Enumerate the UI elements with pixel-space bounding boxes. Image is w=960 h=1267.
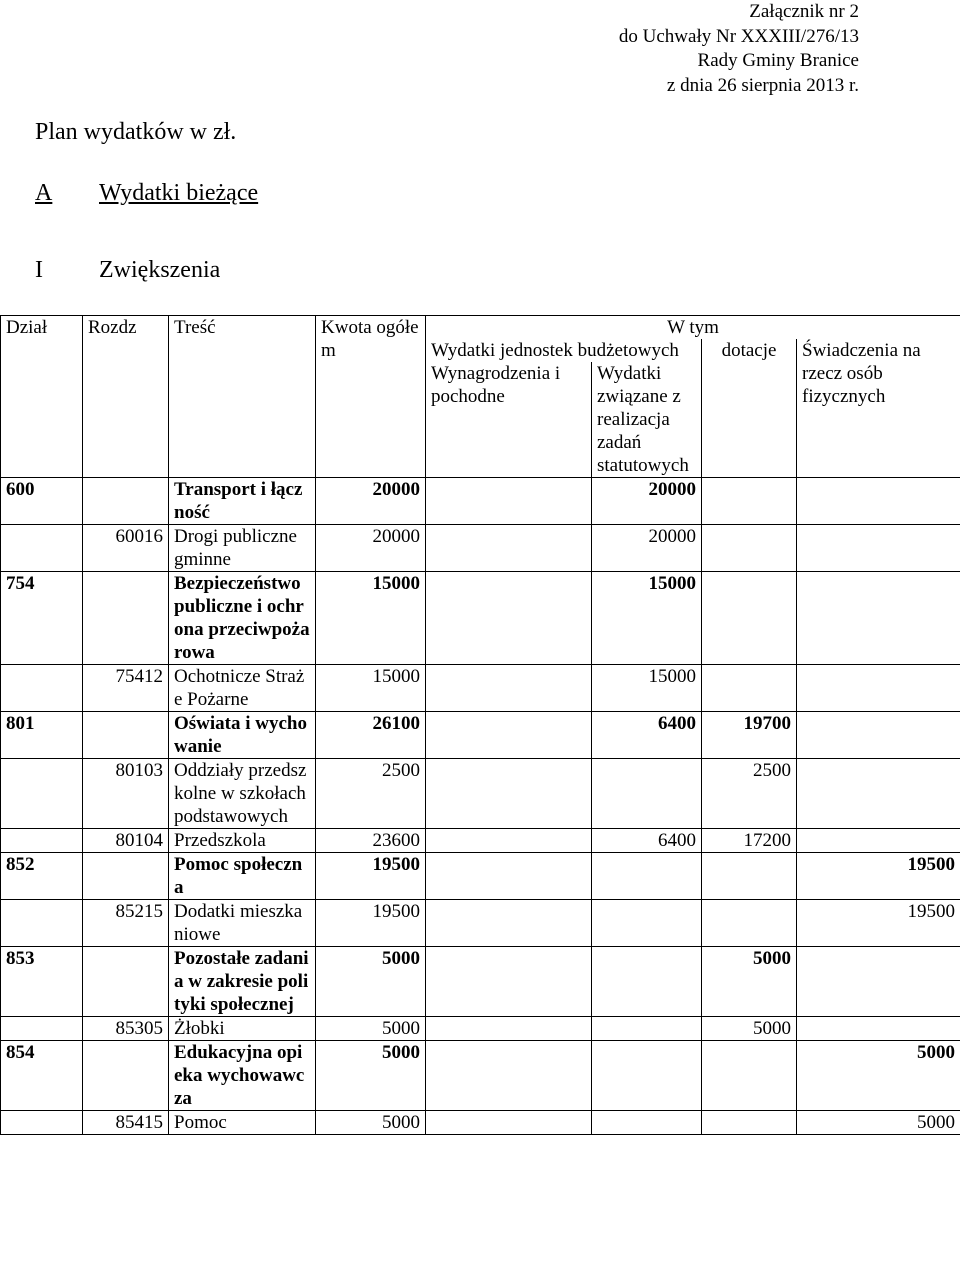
row-statutowe [592,946,702,1016]
row-dzial [1,664,83,711]
row-tresc: Żłobki [169,1016,316,1040]
row-dotacje [702,852,797,899]
row-statutowe: 20000 [592,477,702,524]
row-dzial [1,899,83,946]
row-tresc: Transport i łączność [169,477,316,524]
row-statutowe: 6400 [592,828,702,852]
appendix-line-2: do Uchwały Nr XXXIII/276/13 [618,25,859,47]
row-kwota: 20000 [316,524,426,571]
table-row [1,1016,960,1040]
row-rozdz: 80103 [83,758,169,828]
plan-title: Plan wydatków w zł. [35,119,237,145]
row-dotacje [702,899,797,946]
row-statutowe: 15000 [592,571,702,664]
row-statutowe: 6400 [592,711,702,758]
row-kwota: 2500 [316,758,426,828]
table-row [1,852,960,899]
table-row [1,477,960,524]
row-swiadczenia [797,664,960,711]
row-rozdz [83,1040,169,1110]
row-dzial [1,1016,83,1040]
row-tresc: Dodatki mieszkaniowe [169,899,316,946]
row-statutowe [592,899,702,946]
row-statutowe [592,852,702,899]
row-dotacje [702,664,797,711]
row-dzial [1,524,83,571]
row-statutowe [592,1016,702,1040]
row-kwota: 20000 [316,477,426,524]
row-dzial: 852 [1,852,83,899]
table-row [1,711,960,758]
row-wynagrodzenia [426,1110,592,1134]
row-wynagrodzenia [426,828,592,852]
section-a-title: Wydatki bieżące [99,180,259,206]
row-tresc: Bezpieczeństwo publiczne i ochrona przeciwpożarowa [169,571,316,664]
row-dotacje: 19700 [702,711,797,758]
row-kwota: 5000 [316,1016,426,1040]
row-wynagrodzenia [426,899,592,946]
header-w-tym: W tym [426,316,960,340]
row-swiadczenia [797,524,960,571]
row-tresc: Oświata i wychowanie [169,711,316,758]
table-row [1,828,960,852]
row-kwota: 19500 [316,899,426,946]
row-tresc: Przedszkola [169,828,316,852]
row-statutowe: 20000 [592,524,702,571]
row-kwota: 23600 [316,828,426,852]
row-kwota: 5000 [316,1040,426,1110]
row-tresc: Ochotnicze Straże Pożarne [169,664,316,711]
row-dotacje: 2500 [702,758,797,828]
row-rozdz [83,477,169,524]
row-kwota: 19500 [316,852,426,899]
header-wydatki-statutowe: Wydatki związane z realizacja zadań statutowych [592,362,702,477]
row-kwota: 5000 [316,1110,426,1134]
header-tresc: Treść [169,316,316,478]
row-tresc: Edukacyjna opieka wychowawcza [169,1040,316,1110]
row-rozdz: 85415 [83,1110,169,1134]
table-row [1,664,960,711]
row-tresc: Pozostałe zadania w zakresie polityki społecznej [169,946,316,1016]
appendix-line-4: z dnia 26 sierpnia 2013 r. [666,74,859,96]
row-swiadczenia [797,571,960,664]
table-row [1,524,960,571]
row-wynagrodzenia [426,524,592,571]
header-wydatki-jednostek: Wydatki jednostek budżetowych [426,339,702,362]
row-dzial: 853 [1,946,83,1016]
row-swiadczenia [797,946,960,1016]
row-dotacje [702,1040,797,1110]
row-rozdz: 60016 [83,524,169,571]
header-swiadczenia: Świadczenia na rzecz osób fizycznych [797,339,960,477]
row-dotacje: 17200 [702,828,797,852]
row-dzial [1,1110,83,1134]
row-tresc: Drogi publiczne gminne [169,524,316,571]
section-a-letter: A [35,180,53,206]
row-tresc: Pomoc społeczna [169,852,316,899]
row-dzial: 801 [1,711,83,758]
row-tresc: Oddziały przedszkolne w szkołach podstawowych [169,758,316,828]
table-row [1,571,960,664]
row-wynagrodzenia [426,1040,592,1110]
row-wynagrodzenia [426,758,592,828]
row-dotacje: 5000 [702,946,797,1016]
row-statutowe [592,758,702,828]
header-wynagrodzenia: Wynagrodzenia i pochodne [426,362,592,477]
row-rozdz: 75412 [83,664,169,711]
row-statutowe [592,1040,702,1110]
row-dzial [1,758,83,828]
row-kwota: 26100 [316,711,426,758]
row-swiadczenia [797,758,960,828]
row-dotacje [702,571,797,664]
row-dzial [1,828,83,852]
row-rozdz: 80104 [83,828,169,852]
row-rozdz [83,571,169,664]
appendix-line-3: Rady Gminy Branice [697,50,859,71]
row-wynagrodzenia [426,571,592,664]
row-swiadczenia: 19500 [797,899,960,946]
row-swiadczenia [797,711,960,758]
table-row [1,946,960,1016]
row-wynagrodzenia [426,1016,592,1040]
row-dzial: 854 [1,1040,83,1110]
header-dotacje: dotacje [702,339,797,477]
row-wynagrodzenia [426,477,592,524]
table-row [1,758,960,828]
table-row [1,1040,960,1110]
row-swiadczenia: 5000 [797,1110,960,1134]
row-dotacje: 5000 [702,1016,797,1040]
header-rozdz: Rozdz [83,316,169,478]
row-dzial: 754 [1,571,83,664]
row-wynagrodzenia [426,852,592,899]
row-kwota: 15000 [316,571,426,664]
row-rozdz: 85305 [83,1016,169,1040]
row-dzial: 600 [1,477,83,524]
row-rozdz [83,711,169,758]
row-dotacje [702,524,797,571]
section-i-title: Zwiększenia [99,257,221,283]
table-row [1,899,960,946]
row-rozdz [83,946,169,1016]
header-kwota: Kwota ogółem [316,316,426,478]
row-kwota: 15000 [316,664,426,711]
row-swiadczenia [797,477,960,524]
row-rozdz [83,852,169,899]
row-statutowe: 15000 [592,664,702,711]
row-swiadczenia: 19500 [797,852,960,899]
row-swiadczenia: 5000 [797,1040,960,1110]
appendix-line-1: Załącznik nr 2 [749,1,859,22]
row-wynagrodzenia [426,664,592,711]
header-dzial: Dział [1,316,83,478]
row-swiadczenia [797,828,960,852]
row-rozdz: 85215 [83,899,169,946]
row-dotacje [702,1110,797,1134]
row-statutowe [592,1110,702,1134]
row-wynagrodzenia [426,711,592,758]
appendix-header [459,0,859,98]
row-wynagrodzenia [426,946,592,1016]
row-dotacje [702,477,797,524]
row-kwota: 5000 [316,946,426,1016]
row-swiadczenia [797,1016,960,1040]
row-tresc: Pomoc [169,1110,316,1134]
table-row [1,1110,960,1134]
expenditure-table [0,315,960,1135]
section-i-letter: I [35,257,43,283]
